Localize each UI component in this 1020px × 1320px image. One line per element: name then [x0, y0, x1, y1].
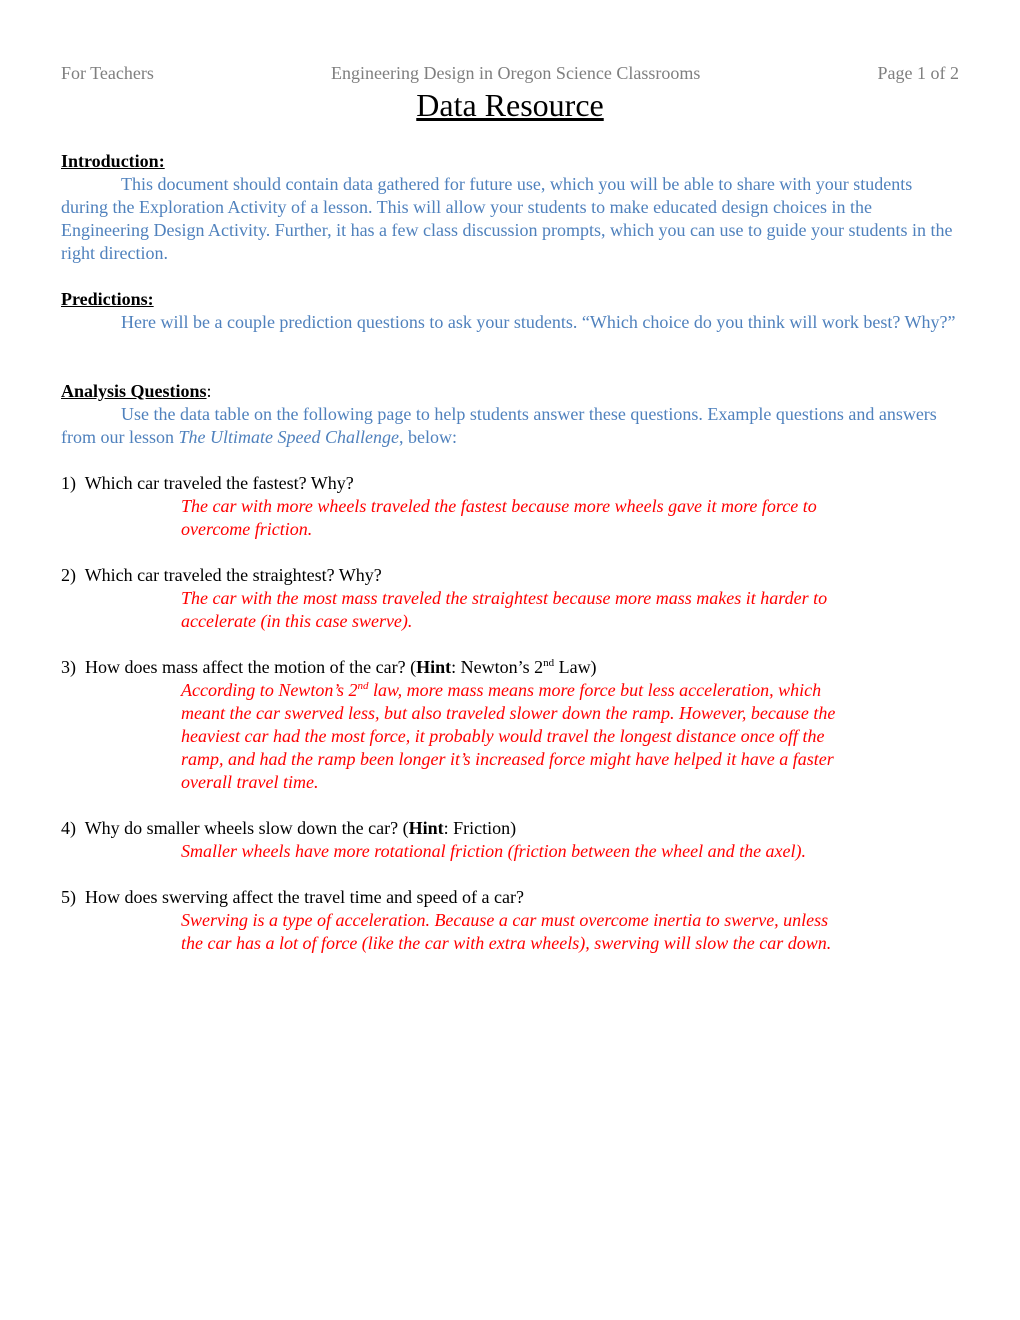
- question-text-middle: : Newton’s 2: [451, 657, 544, 677]
- predictions-heading: Predictions:: [61, 289, 154, 309]
- question-text-end: : Friction): [443, 818, 517, 838]
- analysis-section: [61, 380, 959, 449]
- question-number: 1): [61, 473, 76, 493]
- question-number: 3): [61, 657, 76, 677]
- question-text: Which car traveled the fastest? Why?: [84, 473, 354, 493]
- question-4-text-line: [61, 817, 959, 840]
- question-text-end: Law): [554, 657, 597, 677]
- analysis-heading: Analysis Questions: [61, 381, 207, 401]
- question-number: 5): [61, 887, 76, 907]
- question-3: [61, 656, 959, 794]
- question-3-answer: [181, 679, 841, 794]
- question-text: How does mass affect the motion of the car? (: [85, 657, 417, 677]
- question-1-text-line: [61, 472, 959, 495]
- lesson-name: The Ultimate Speed Challenge: [178, 427, 399, 447]
- introduction-heading: Introduction:: [61, 151, 165, 171]
- analysis-body-text: Use the data table on the following page to help students answer these questions. Example questions and answers from our lesson: [61, 404, 937, 447]
- answer-text-end: law, more mass means more force but less acceleration, which meant the car swerved less, but also traveled slower down the ramp. However, because the heaviest car had the most force, it probably would travel the longest distance once off the ramp, and had the ramp been longer it’s increased force might have helped it have a faster overall travel time.: [181, 680, 836, 792]
- ordinal-superscript: nd: [543, 657, 555, 669]
- question-text: How does swerving affect the travel time and speed of a car?: [85, 887, 524, 907]
- page-title: Data Resource: [416, 87, 604, 123]
- page-header: [61, 61, 959, 85]
- header-right: Page 1 of 2: [877, 63, 959, 83]
- question-4-answer: Smaller wheels have more rotational friction (friction between the wheel and the axel).: [181, 841, 807, 861]
- question-1: [61, 472, 959, 541]
- introduction-body: This document should contain data gathered for future use, which you will be able to share with your students during the Exploration Activity of a lesson. This will allow your students to make educated design choices in the Engineering Design Activity. Further, it has a few class discussion prompts, which you can use to guide your students in the right direction.: [61, 174, 953, 263]
- introduction-section: [61, 150, 959, 265]
- header-center: Engineering Design in Oregon Science Classrooms: [330, 63, 701, 83]
- ordinal-superscript: nd: [357, 680, 369, 692]
- question-2-text-line: [61, 564, 959, 587]
- question-3-text-line: [61, 656, 959, 679]
- question-1-answer: The car with more wheels traveled the fastest because more wheels gave it more force to overcome friction.: [181, 496, 817, 539]
- analysis-heading-colon: :: [206, 381, 212, 401]
- question-2-answer: The car with the most mass traveled the straightest because more mass makes it harder to accelerate (in this case swerve).: [181, 588, 828, 631]
- question-number: 2): [61, 565, 76, 585]
- hint-label: Hint: [416, 657, 452, 677]
- question-5-answer: Swerving is a type of acceleration. Because a car must overcome inertia to swerve, unless the car has a lot of force (like the car with extra wheels), swerving will slow the car down.: [181, 910, 832, 953]
- question-5-text-line: [61, 886, 959, 909]
- question-number: 4): [61, 818, 76, 838]
- answer-text: According to Newton’s 2: [181, 680, 358, 700]
- document-page: [61, 61, 959, 955]
- analysis-heading-line: [61, 380, 959, 403]
- analysis-body: [61, 403, 959, 449]
- predictions-body: Here will be a couple prediction questions to ask your students. “Which choice do you think will work best? Why?”: [121, 312, 956, 332]
- question-2: [61, 564, 959, 633]
- header-left: For Teachers: [61, 63, 154, 83]
- question-4: [61, 817, 959, 863]
- question-text: Which car traveled the straightest? Why?: [84, 565, 382, 585]
- analysis-body-end: , below:: [398, 427, 457, 447]
- hint-label: Hint: [408, 818, 444, 838]
- question-text: Why do smaller wheels slow down the car? (: [84, 818, 409, 838]
- question-5: [61, 886, 959, 955]
- predictions-section: [61, 288, 959, 334]
